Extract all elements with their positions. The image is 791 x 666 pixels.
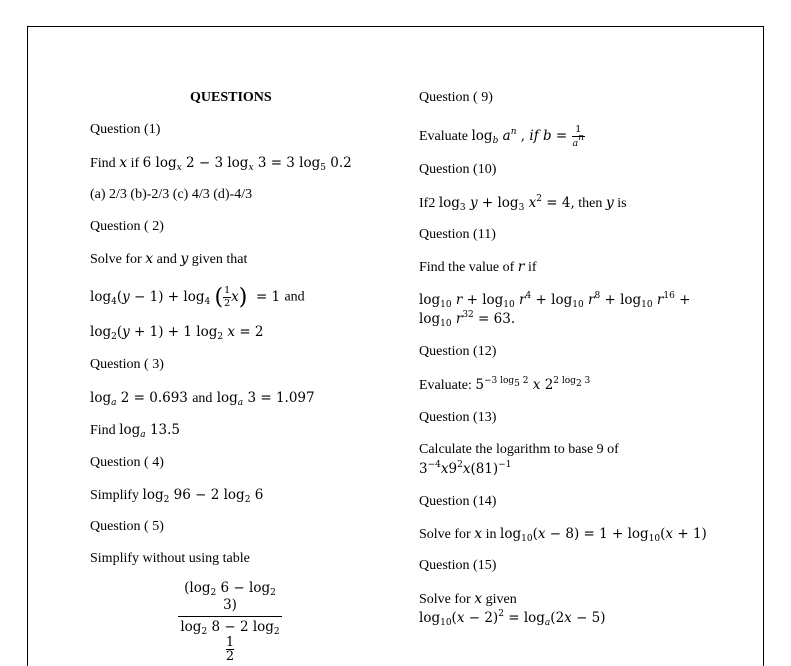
q3-text: $\log_a 2 = 0.693$ and $\log_a 3 = 1.097$ xyxy=(90,390,315,408)
q2-text: Solve for x and y given that xyxy=(90,251,248,267)
q1-text: Find x if 6 $\log_x 2 - 3$ $\log_x 3 = 3$ $\log_5 0.2$ xyxy=(90,155,352,173)
q2-label: Question ( 2) xyxy=(90,219,164,234)
q2-equation-1: $\log_4(y - 1) + \log_4$ ( $\frac{1}{2}$ x) = 1 and xyxy=(90,284,305,310)
q14-text: Solve for x in $\log_{10}(x - 8) = 1 + \log_{10}(x + 1)$ xyxy=(419,526,707,544)
q1-label: Question (1) xyxy=(90,122,161,137)
q10-text: If2 $\log_3 y + \log_3 x^2 = 4$, then y is xyxy=(419,194,627,213)
q13-text: Calculate the logarithm to base 9 of xyxy=(419,442,619,457)
q13-expression: $3^{-4}x9^2x(81)^{-1}$ xyxy=(419,460,512,477)
q15-label: Question (15) xyxy=(419,558,497,573)
q2-equation-2: $\log_2(y + 1) + 1$ $\log_2 x = 2$ xyxy=(90,324,264,342)
q9-label: Question ( 9) xyxy=(419,90,493,105)
q5-fraction: ($\log_2$ $6 - \log_2 3$) $\log_2 8 - 2$ $\log_2$ $\frac{1}{2}$ xyxy=(178,580,282,663)
q11-text: Find the value of r if xyxy=(419,259,537,275)
q3-label: Question ( 3) xyxy=(90,357,164,372)
q11-equation-2: $\log_{10} r^{32} = 63$. xyxy=(419,310,516,329)
q5-text: Simplify without using table xyxy=(90,551,250,566)
q15-text: Solve for x given xyxy=(419,591,517,607)
q12-text: Evaluate: $5^{-3 log_5 2}$ x $2^{2 log_2 3}$ xyxy=(419,376,591,393)
q11-equation-1: $\log_{10} r + \log_{10} r^4 + \log_{10} r^8 + \log_{10} r^{16}$ + xyxy=(419,291,691,310)
q3-find: Find $\log_a 13.5$ xyxy=(90,422,181,440)
q5-label: Question ( 5) xyxy=(90,519,164,534)
q9-text: Evaluate $\log_b a^n$ , if b = $\frac{1}{a^n}$ xyxy=(419,124,584,149)
q13-label: Question (13) xyxy=(419,410,497,425)
q4-label: Question ( 4) xyxy=(90,455,164,470)
q1-options: (a) 2/3 (b)-2/3 (c) 4/3 (d)-4/3 xyxy=(90,187,253,202)
q10-label: Question (10) xyxy=(419,162,497,177)
questions-heading: QUESTIONS xyxy=(190,90,272,105)
q14-label: Question (14) xyxy=(419,494,497,509)
q15-equation: $\log_{10}(x - 2)^2 = \log_a(2x - 5)$ xyxy=(419,609,606,628)
q12-label: Question (12) xyxy=(419,344,497,359)
q4-text: Simplify $\log_2 96 - 2$ $\log_2 6$ xyxy=(90,487,264,505)
q11-label: Question (11) xyxy=(419,227,496,242)
